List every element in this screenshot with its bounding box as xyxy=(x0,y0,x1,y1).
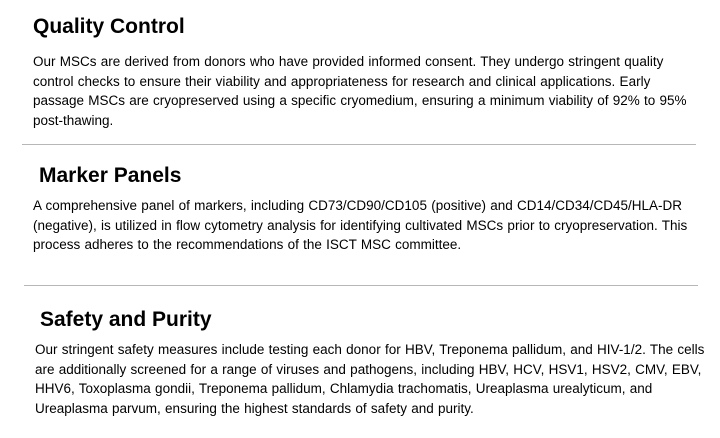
marker-panels-paragraph: A comprehensive panel of markers, including CD73/CD90/CD105 (positive) and CD14/CD34/CD45/HLA-DR (negative), is utilized in flow cytometry analysis for identifying cultivated MSCs prior to cryopreservation. This process adheres to the recommendations of the ISCT MSC committee. xyxy=(33,198,688,252)
marker-panels-heading: Marker Panels xyxy=(39,164,182,187)
quality-control-heading: Quality Control xyxy=(33,15,185,38)
safety-purity-heading: Safety and Purity xyxy=(40,308,212,331)
section-divider-1 xyxy=(22,144,696,145)
safety-purity-paragraph: Our stringent safety measures include testing each donor for HBV, Treponema pallidum, and HIV-1/2. The cells are additionally screened for a range of viruses and pathogens, including HBV, HCV, HSV1, HSV2, CMV, EBV, HHV6, Toxoplasma gondii, Treponema pallidum, Chlamydia trachomatis, Ureaplasma urealyticum, and Ureaplasma parvum, ensuring the highest standards of safety and purity. xyxy=(35,342,705,416)
quality-control-paragraph: Our MSCs are derived from donors who have provided informed consent. They undergo stringent quality control checks to ensure their viability and appropriateness for research and clinical applications. Early passage MSCs are cryopreserved using a specific cryomedium, ensuring a minimum viability of 92% to 95% post-thawing. xyxy=(33,54,687,128)
section-divider-2 xyxy=(24,285,698,286)
